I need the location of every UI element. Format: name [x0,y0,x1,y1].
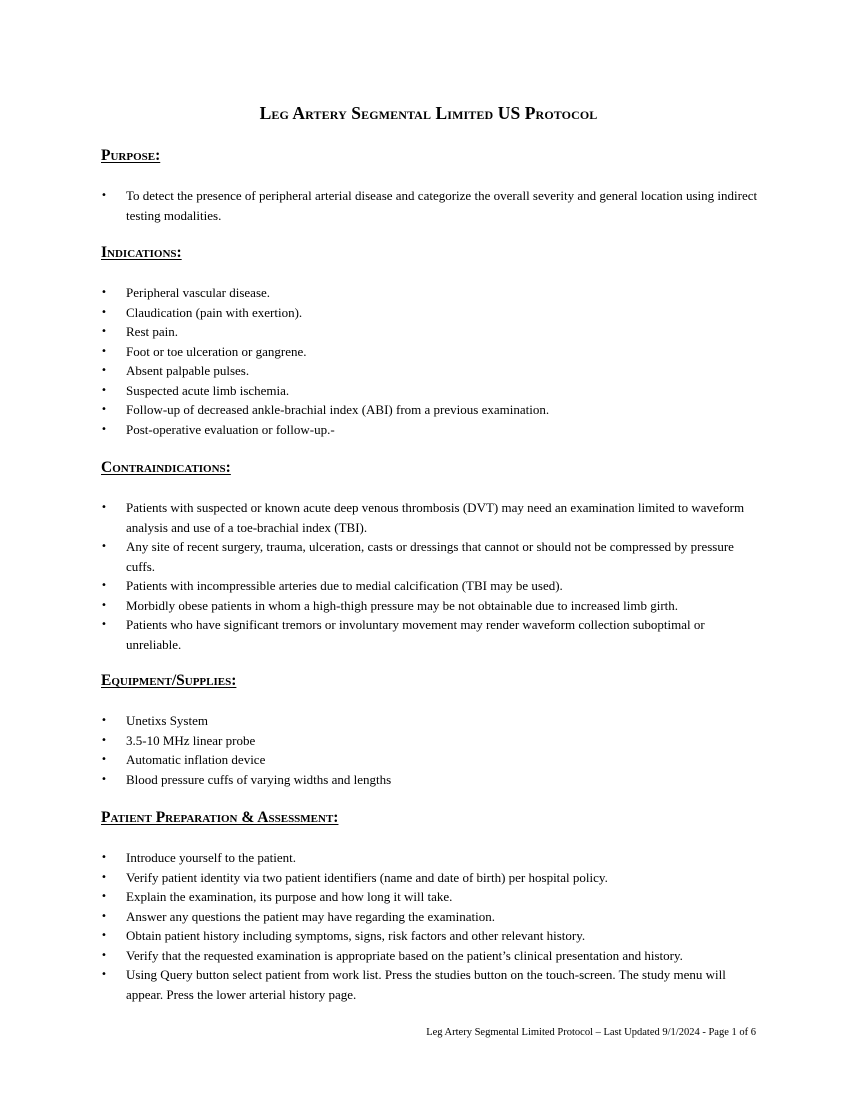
list-item: • Claudication (pain with exertion). [101,303,761,323]
equipment-list [101,711,761,789]
purpose-heading: Purpose: [101,147,161,164]
list-item: • Foot or toe ulceration or gangrene. [101,342,761,362]
list-item: • Post-operative evaluation or follow-up.- [101,420,761,440]
indications-heading: Indications: [101,244,182,261]
list-item: • Blood pressure cuffs of varying widths and lengths [101,770,761,790]
list-item: • Morbidly obese patients in whom a high-thigh pressure may be not obtainable due to increased limb girth. [101,596,761,616]
list-item: • Rest pain. [101,322,761,342]
equipment-heading: Equipment/Supplies: [101,672,237,689]
list-item: • Peripheral vascular disease. [101,283,761,303]
list-item: • Suspected acute limb ischemia. [101,381,761,401]
list-item: • Verify that the requested examination is appropriate based on the patient’s clinical presentation and history. [101,946,761,966]
list-item: • Any site of recent surgery, trauma, ulceration, casts or dressings that cannot or should not be compressed by pressure cuffs. [101,537,761,576]
list-item: • Unetixs System [101,711,761,731]
indications-list [101,283,761,439]
preparation-heading: Patient Preparation & Assessment: [101,809,339,826]
list-item: • Using Query button select patient from work list. Press the studies button on the touch-screen. The study menu will appear. Press the lower arterial history page. [101,965,761,1004]
list-item: • Answer any questions the patient may have regarding the examination. [101,907,761,927]
list-item: • Introduce yourself to the patient. [101,848,761,868]
list-item: • Patients with suspected or known acute deep venous thrombosis (DVT) may need an examination limited to waveform analysis and use of a toe-brachial index (TBI). [101,498,761,537]
list-item: • 3.5-10 MHz linear probe [101,731,761,751]
list-item: • Automatic inflation device [101,750,761,770]
contraindications-heading: Contraindications: [101,459,231,476]
list-item: • Obtain patient history including symptoms, signs, risk factors and other relevant history. [101,926,761,946]
list-item: • Patients with incompressible arteries due to medial calcification (TBI may be used). [101,576,761,596]
list-item: • To detect the presence of peripheral arterial disease and categorize the overall severity and general location using indirect testing modalities. [101,186,761,225]
list-item: • Absent palpable pulses. [101,361,761,381]
list-item: • Follow-up of decreased ankle-brachial index (ABI) from a previous examination. [101,400,761,420]
page-footer: Leg Artery Segmental Limited Protocol – Last Updated 9/1/2024 - Page 1 of 6 [426,1027,756,1038]
contraindications-list [101,498,761,654]
preparation-list [101,848,761,1004]
list-item: • Patients who have significant tremors or involuntary movement may render waveform collection suboptimal or unreliable. [101,615,761,654]
document-title: Leg Artery Segmental Limited US Protocol [259,103,598,123]
purpose-list [101,186,761,225]
list-item: • Explain the examination, its purpose and how long it will take. [101,887,761,907]
list-item: • Verify patient identity via two patient identifiers (name and date of birth) per hospital policy. [101,868,761,888]
